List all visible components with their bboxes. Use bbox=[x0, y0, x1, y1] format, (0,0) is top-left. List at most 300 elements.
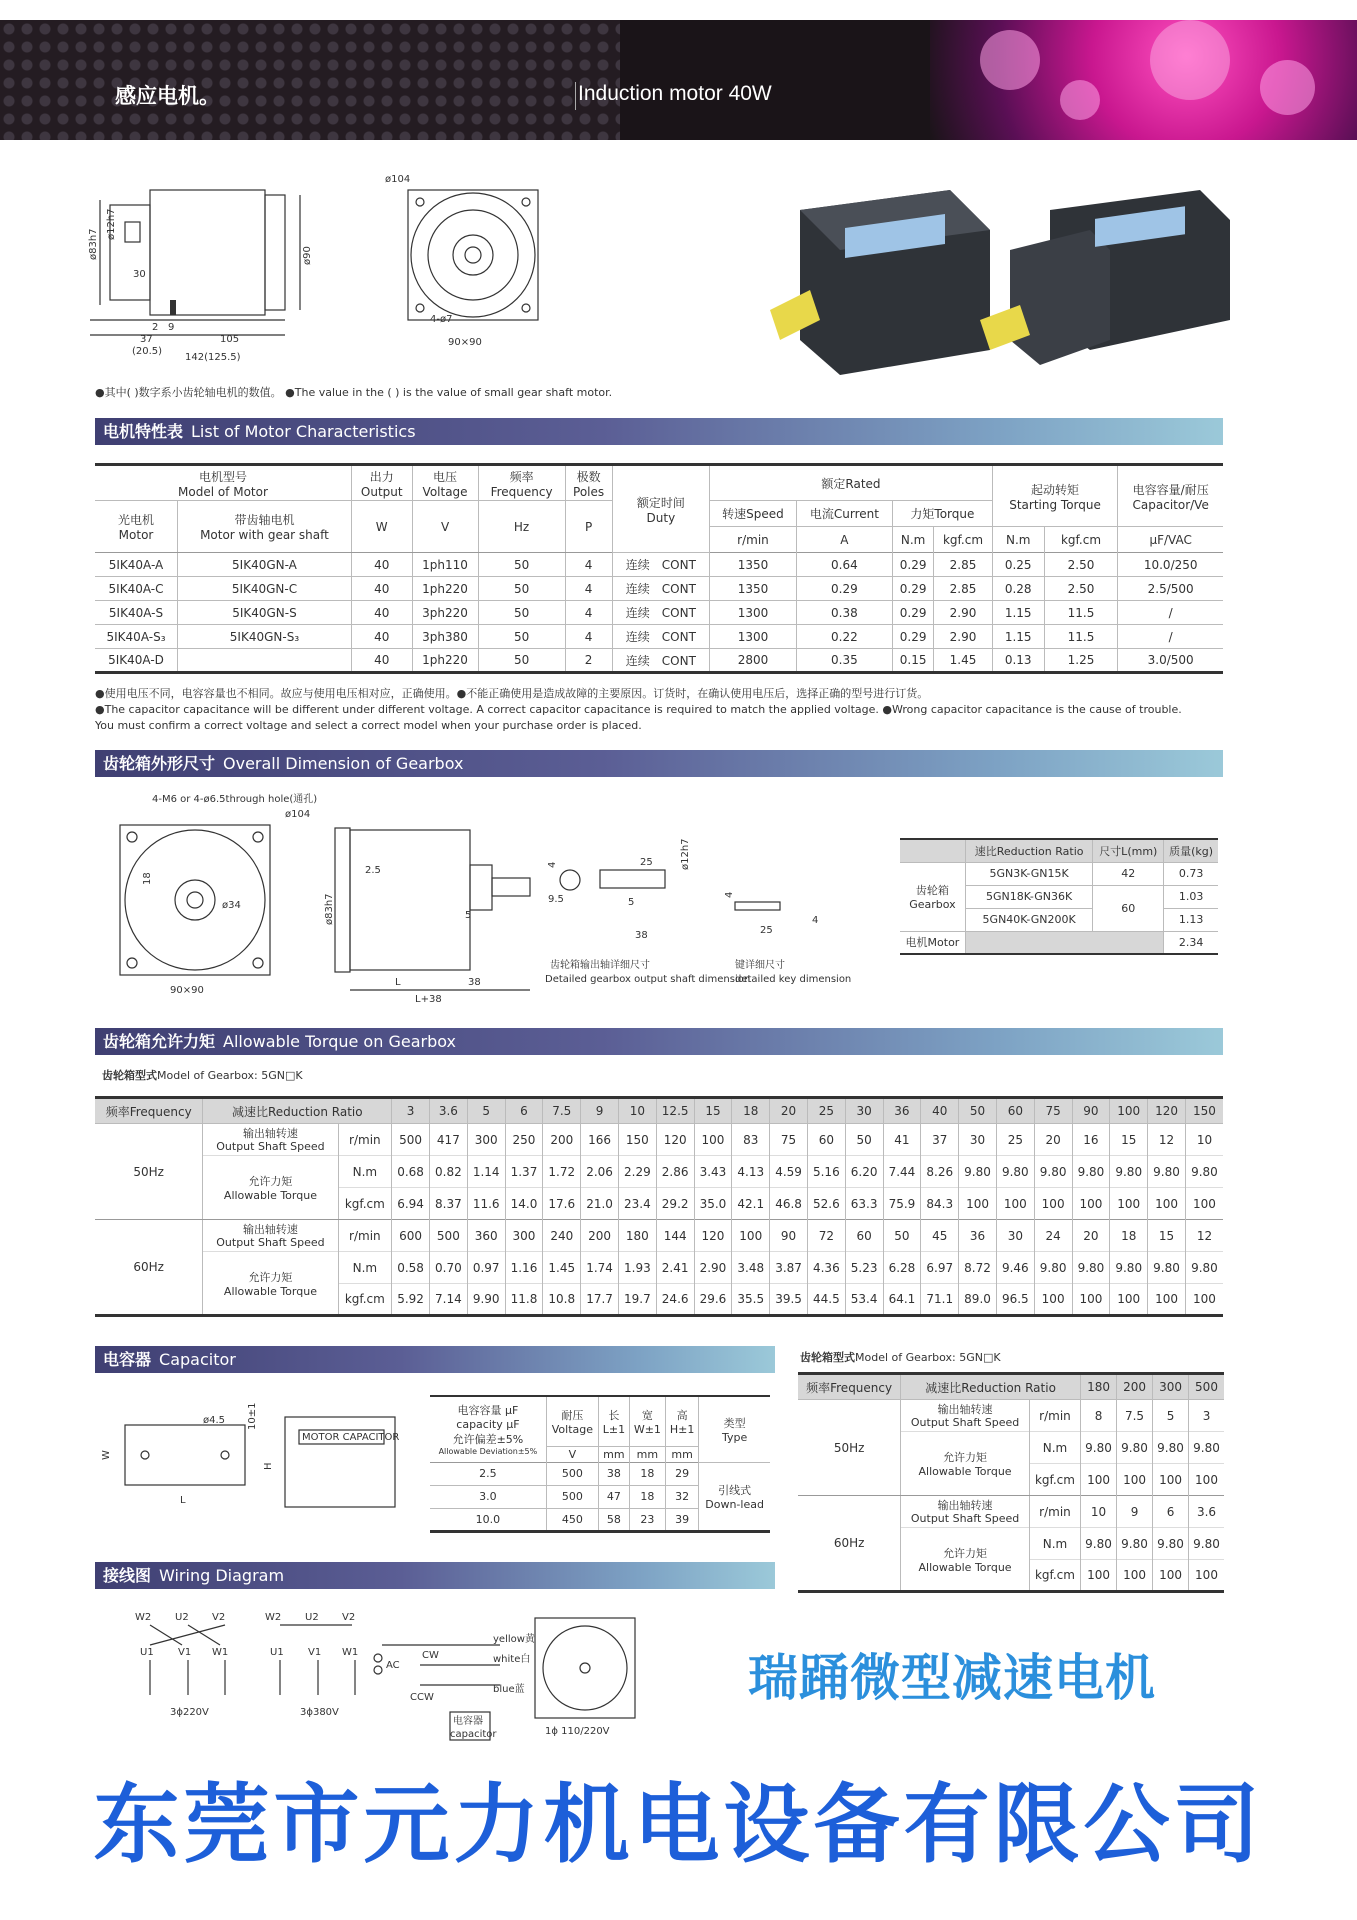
table-cell: 3ph220 bbox=[412, 601, 478, 625]
label-en: Output Shaft Speed bbox=[910, 1415, 1020, 1429]
table-cell: 15 bbox=[1148, 1220, 1186, 1252]
svg-text:Detailed gearbox output shaft: Detailed gearbox output shaft dimension bbox=[545, 974, 751, 985]
table-cell: 90 bbox=[1072, 1098, 1110, 1124]
table-cell: 连续 CONT bbox=[612, 577, 710, 601]
table-cell: 8.26 bbox=[921, 1156, 959, 1188]
svg-text:30: 30 bbox=[133, 269, 146, 280]
svg-text:90×90: 90×90 bbox=[448, 337, 482, 348]
table-cell: 0.58 bbox=[392, 1252, 430, 1284]
svg-text:2.5: 2.5 bbox=[365, 865, 381, 876]
table-cell: 41 bbox=[883, 1124, 921, 1156]
table-cell: 120 bbox=[1148, 1098, 1186, 1124]
table-cell: 9.80 bbox=[1153, 1528, 1189, 1560]
svg-text:ø90: ø90 bbox=[302, 246, 313, 265]
table-cell: 1.45 bbox=[543, 1252, 581, 1284]
svg-text:键详细尺寸: 键详细尺寸 bbox=[735, 960, 785, 971]
label-cn: 允许力矩 bbox=[248, 1175, 293, 1188]
table-cell: 50 bbox=[478, 649, 565, 673]
table-cell: 7.14 bbox=[429, 1284, 467, 1316]
table-cell: 14.0 bbox=[505, 1188, 543, 1220]
table-cell: 0.22 bbox=[796, 625, 892, 649]
table-cell: 11.8 bbox=[505, 1284, 543, 1316]
unit-cell: N.m bbox=[338, 1156, 392, 1188]
table-row bbox=[95, 577, 1223, 601]
table-cell: 24.6 bbox=[656, 1284, 694, 1316]
table-cell: 44.5 bbox=[807, 1284, 845, 1316]
table-cell: 5IK40A-C bbox=[95, 577, 178, 601]
table-cell: 100 bbox=[1148, 1284, 1186, 1316]
table-row bbox=[798, 1374, 1224, 1400]
table-cell: 2.06 bbox=[581, 1156, 619, 1188]
table-cell: 12.5 bbox=[656, 1098, 694, 1124]
table-cell: 29.6 bbox=[694, 1284, 732, 1316]
table-cell: 9.80 bbox=[1117, 1528, 1153, 1560]
table-cell: 240 bbox=[543, 1220, 581, 1252]
table-cell: 100 bbox=[694, 1124, 732, 1156]
svg-text:9: 9 bbox=[168, 322, 175, 333]
svg-text:ø4.5: ø4.5 bbox=[203, 1415, 226, 1426]
table-cell: 40 bbox=[351, 553, 412, 577]
svg-text:5: 5 bbox=[465, 910, 472, 921]
table-cell: 100 bbox=[1153, 1464, 1189, 1496]
table-cell: 9.80 bbox=[1110, 1156, 1148, 1188]
table-cell: 40 bbox=[351, 625, 412, 649]
header-cell: 频率Frequency bbox=[95, 1098, 203, 1124]
svg-text:AC: AC bbox=[386, 1660, 400, 1671]
unit-cell: r/min bbox=[338, 1220, 392, 1252]
table-cell: 11.5 bbox=[1044, 601, 1118, 625]
table-cell: 40 bbox=[351, 577, 412, 601]
table-cell: 8.72 bbox=[959, 1252, 997, 1284]
table-cell: 100 bbox=[1110, 1284, 1148, 1316]
table-cell: 53.4 bbox=[845, 1284, 883, 1316]
table-cell: 1ph220 bbox=[412, 577, 478, 601]
table-cell: 100 bbox=[1117, 1560, 1153, 1592]
table-row bbox=[95, 1124, 1223, 1156]
table-cell: 100 bbox=[1185, 1284, 1223, 1316]
svg-text:W2: W2 bbox=[265, 1612, 282, 1623]
svg-text:W1: W1 bbox=[212, 1647, 229, 1658]
table-cell: 4.36 bbox=[807, 1252, 845, 1284]
table-cell: / bbox=[1118, 625, 1223, 649]
table-cell: 9 bbox=[1117, 1496, 1153, 1528]
unit-cell: N.m bbox=[1029, 1432, 1080, 1464]
table-cell: 90 bbox=[770, 1220, 808, 1252]
table-cell: 9.90 bbox=[467, 1284, 505, 1316]
page-header bbox=[0, 0, 1357, 140]
table-cell: 46.8 bbox=[770, 1188, 808, 1220]
svg-text:ø83h7: ø83h7 bbox=[88, 228, 99, 260]
table-cell: 3.6 bbox=[1189, 1496, 1224, 1528]
table-cell: 150 bbox=[618, 1124, 656, 1156]
svg-text:CCW: CCW bbox=[410, 1692, 434, 1703]
table-cell: 30 bbox=[959, 1124, 997, 1156]
table-cell: 120 bbox=[694, 1220, 732, 1252]
gearbox-size-weight-table: 速比Reduction Ratio 尺寸L(mm) 质量(kg) 齿轮箱 Gearbox 5GN3K-GN15K 42 0.73 5GN18K-GN36K 60 1.03 5GN40K-GN200K 1.13 电机Motor 2.34 bbox=[900, 838, 1218, 955]
table-cell: 180 bbox=[1081, 1374, 1117, 1400]
table-cell: 4.13 bbox=[732, 1156, 770, 1188]
table-cell: 3.43 bbox=[694, 1156, 732, 1188]
label-en: Allowable Torque bbox=[918, 1560, 1012, 1574]
table-cell: 39.5 bbox=[770, 1284, 808, 1316]
table-cell: 3.48 bbox=[732, 1252, 770, 1284]
table-cell: 8.37 bbox=[429, 1188, 467, 1220]
table-cell: 64.1 bbox=[883, 1284, 921, 1316]
table-cell: 20 bbox=[770, 1098, 808, 1124]
table-cell: 5.92 bbox=[392, 1284, 430, 1316]
svg-text:W2: W2 bbox=[135, 1612, 152, 1623]
table-cell: 1.14 bbox=[467, 1156, 505, 1188]
table-cell: 6.97 bbox=[921, 1252, 959, 1284]
label-en: Allowable Torque bbox=[223, 1284, 317, 1298]
table-cell: 200 bbox=[1117, 1374, 1153, 1400]
svg-text:10±1: 10±1 bbox=[247, 1402, 258, 1430]
table-cell: 24 bbox=[1034, 1220, 1072, 1252]
table-cell: 5IK40A-S bbox=[95, 601, 178, 625]
section-bar-allowable-torque: 齿轮箱允许力矩 Allowable Torque on Gearbox bbox=[95, 1028, 1223, 1055]
label-cn: 输出轴转速 bbox=[242, 1126, 298, 1140]
table-cell: 6 bbox=[1153, 1496, 1189, 1528]
dot-pattern bbox=[0, 20, 620, 140]
svg-text:L+38: L+38 bbox=[415, 994, 442, 1005]
table-cell: 0.28 bbox=[992, 577, 1044, 601]
table-cell: 连续 CONT bbox=[612, 625, 710, 649]
svg-text:W1: W1 bbox=[342, 1647, 359, 1658]
table-cell: 150 bbox=[1185, 1098, 1223, 1124]
table-cell: 50 bbox=[478, 601, 565, 625]
label-cell bbox=[901, 1496, 1030, 1528]
svg-text:4: 4 bbox=[724, 891, 735, 898]
unit-cell: N.m bbox=[1029, 1528, 1080, 1560]
bubble-decoration bbox=[1150, 20, 1230, 100]
table-row bbox=[95, 601, 1223, 625]
table-cell: 9.80 bbox=[1153, 1432, 1189, 1464]
table-cell: 63.3 bbox=[845, 1188, 883, 1220]
table-cell: 60 bbox=[996, 1098, 1034, 1124]
label-en: Allowable Torque bbox=[918, 1465, 1012, 1478]
table-cell: 2.86 bbox=[656, 1156, 694, 1188]
table-cell: 2.50 bbox=[1044, 577, 1118, 601]
table-cell: 1350 bbox=[710, 553, 797, 577]
table-cell: 100 bbox=[1034, 1284, 1072, 1316]
table-cell: 3.87 bbox=[770, 1252, 808, 1284]
svg-text:齿轮箱输出轴详细尺寸: 齿轮箱输出轴详细尺寸 bbox=[550, 960, 650, 971]
table-cell: 89.0 bbox=[959, 1284, 997, 1316]
svg-text:37: 37 bbox=[140, 334, 153, 345]
table-cell: 连续 CONT bbox=[612, 601, 710, 625]
table-row bbox=[95, 1156, 1223, 1188]
table-cell: 5.23 bbox=[845, 1252, 883, 1284]
table-row bbox=[798, 1496, 1224, 1528]
table-cell: 600 bbox=[392, 1220, 430, 1252]
table-cell: 16 bbox=[1072, 1124, 1110, 1156]
svg-text:white白: white白 bbox=[493, 1654, 531, 1665]
table-cell: 5IK40GN-S₃ bbox=[178, 625, 352, 649]
table-cell: 40 bbox=[351, 649, 412, 673]
table-cell: 100 bbox=[1189, 1464, 1224, 1496]
table-cell: 10 bbox=[1081, 1496, 1117, 1528]
motor-photo-gearhead bbox=[980, 190, 1240, 390]
svg-text:yellow黄: yellow黄 bbox=[493, 1634, 535, 1645]
table-cell: 5.16 bbox=[807, 1156, 845, 1188]
table-cell: / bbox=[1118, 601, 1223, 625]
table-cell: 17.7 bbox=[581, 1284, 619, 1316]
table-cell: 9.80 bbox=[1185, 1252, 1223, 1284]
gearbox-dimension-drawing bbox=[110, 790, 860, 1010]
table-cell: 72 bbox=[807, 1220, 845, 1252]
svg-text:L: L bbox=[180, 1495, 186, 1506]
header-title-en: Induction motor 40W bbox=[578, 82, 772, 105]
table-cell: 0.35 bbox=[796, 649, 892, 673]
table-cell: 8 bbox=[1081, 1400, 1117, 1432]
table-cell: 500 bbox=[429, 1220, 467, 1252]
svg-text:U2: U2 bbox=[175, 1612, 189, 1623]
table-cell: 6.28 bbox=[883, 1252, 921, 1284]
table-cell: 0.68 bbox=[392, 1156, 430, 1188]
table-cell: 29.2 bbox=[656, 1188, 694, 1220]
header-cell: 减速比Reduction Ratio bbox=[901, 1374, 1081, 1400]
table-cell: 83 bbox=[732, 1124, 770, 1156]
table-cell: 100 bbox=[1072, 1284, 1110, 1316]
table-cell: 36 bbox=[883, 1098, 921, 1124]
table-cell: 84.3 bbox=[921, 1188, 959, 1220]
svg-text:MOTOR CAPACITOR: MOTOR CAPACITOR bbox=[302, 1432, 400, 1443]
table-cell: 360 bbox=[467, 1220, 505, 1252]
table-cell: 2.90 bbox=[934, 601, 993, 625]
label-cell bbox=[901, 1400, 1030, 1432]
bubble-decoration bbox=[980, 30, 1040, 90]
table-cell: 75.9 bbox=[883, 1188, 921, 1220]
svg-text:(20.5): (20.5) bbox=[132, 346, 163, 357]
table-cell: 100 bbox=[1034, 1188, 1072, 1220]
table-cell: 0.64 bbox=[796, 553, 892, 577]
svg-text:ø12h7: ø12h7 bbox=[106, 208, 117, 240]
table-cell: 9 bbox=[581, 1098, 619, 1124]
table-cell: 50 bbox=[478, 577, 565, 601]
table-cell: 21.0 bbox=[581, 1188, 619, 1220]
table-cell: 4.59 bbox=[770, 1156, 808, 1188]
motor-dimension-drawing bbox=[90, 170, 550, 370]
table-cell: 0.97 bbox=[467, 1252, 505, 1284]
table-cell: 5IK40A-A bbox=[95, 553, 178, 577]
table-cell: 0.29 bbox=[893, 577, 934, 601]
table-row bbox=[95, 1252, 1223, 1284]
table-cell: 3.6 bbox=[429, 1098, 467, 1124]
frequency-cell: 50Hz bbox=[798, 1400, 901, 1496]
table-cell: 1.16 bbox=[505, 1252, 543, 1284]
table-cell: 300 bbox=[1153, 1374, 1189, 1400]
table-row bbox=[95, 1220, 1223, 1252]
table-cell: 40 bbox=[351, 601, 412, 625]
table-cell: 1.93 bbox=[618, 1252, 656, 1284]
table-cell: 1300 bbox=[710, 625, 797, 649]
table-cell: 0.15 bbox=[893, 649, 934, 673]
bubble-decoration bbox=[1060, 80, 1100, 120]
header-cell: 频率Frequency bbox=[798, 1374, 901, 1400]
table-cell: 40 bbox=[921, 1098, 959, 1124]
table-cell: 35.5 bbox=[732, 1284, 770, 1316]
table-cell: 18 bbox=[1110, 1220, 1148, 1252]
table-cell: 25 bbox=[996, 1124, 1034, 1156]
table-cell: 10 bbox=[618, 1098, 656, 1124]
section-bar-characteristics: 电机特性表 List of Motor Characteristics bbox=[95, 418, 1223, 445]
torque-table-main bbox=[95, 1096, 1223, 1317]
capacitor-drawing bbox=[95, 1402, 415, 1515]
table-cell: 100 bbox=[1153, 1560, 1189, 1592]
table-cell: 100 bbox=[1189, 1560, 1224, 1592]
table-cell: 0.38 bbox=[796, 601, 892, 625]
table-cell: 6.20 bbox=[845, 1156, 883, 1188]
table-cell: 0.82 bbox=[429, 1156, 467, 1188]
table-cell: 300 bbox=[467, 1124, 505, 1156]
table-cell: 15 bbox=[694, 1098, 732, 1124]
svg-text:142(125.5): 142(125.5) bbox=[185, 352, 241, 363]
table-cell: 0.70 bbox=[429, 1252, 467, 1284]
table-cell: 9.80 bbox=[1189, 1528, 1224, 1560]
company-name: 东莞市元力机电设备有限公司 bbox=[93, 1775, 1264, 1875]
table-cell: 5 bbox=[467, 1098, 505, 1124]
table-cell: 3 bbox=[392, 1098, 430, 1124]
svg-text:V2: V2 bbox=[342, 1612, 356, 1623]
svg-text:capacitor: capacitor bbox=[450, 1729, 497, 1740]
label-cell bbox=[203, 1156, 338, 1220]
table-cell: 100 bbox=[1072, 1188, 1110, 1220]
frequency-cell: 60Hz bbox=[95, 1220, 203, 1316]
table-cell: 5IK40GN-S bbox=[178, 601, 352, 625]
table-cell: 1350 bbox=[710, 577, 797, 601]
label-cn: 允许力矩 bbox=[248, 1270, 293, 1284]
svg-text:CW: CW bbox=[422, 1650, 439, 1661]
svg-text:W: W bbox=[101, 1450, 112, 1460]
table-cell: 1.74 bbox=[581, 1252, 619, 1284]
svg-text:ø12h7: ø12h7 bbox=[680, 838, 691, 870]
table-cell: 6 bbox=[505, 1098, 543, 1124]
table-cell: 10 bbox=[1185, 1124, 1223, 1156]
table-cell: 1ph220 bbox=[412, 649, 478, 673]
section-bar-wiring: 接线图 Wiring Diagram bbox=[95, 1562, 775, 1589]
table-cell: 60 bbox=[807, 1124, 845, 1156]
table-cell: 9.80 bbox=[1072, 1156, 1110, 1188]
label-cell bbox=[203, 1220, 338, 1252]
table-cell: 0.29 bbox=[893, 625, 934, 649]
table-cell: 71.1 bbox=[921, 1284, 959, 1316]
table-cell: 1.72 bbox=[543, 1156, 581, 1188]
svg-text:ø83h7: ø83h7 bbox=[324, 893, 335, 925]
unit-cell: kgf.cm bbox=[338, 1188, 392, 1220]
table-cell: 9.80 bbox=[996, 1156, 1034, 1188]
svg-text:5: 5 bbox=[628, 897, 635, 908]
svg-text:4-M6 or 4-ø6.5through hole(通孔): 4-M6 or 4-ø6.5through hole(通孔) bbox=[152, 794, 318, 805]
svg-text:H: H bbox=[263, 1462, 274, 1470]
table-cell: 连续 CONT bbox=[612, 649, 710, 673]
label-cn: 输出轴转速 bbox=[937, 1402, 993, 1416]
table-cell: 2.29 bbox=[618, 1156, 656, 1188]
table-cell: 5IK40A-S₃ bbox=[95, 625, 178, 649]
label-en: Allowable Torque bbox=[223, 1189, 317, 1202]
torque1-model: 齿轮箱型式Model of Gearbox: 5GN□K bbox=[102, 1069, 303, 1082]
table-cell: 180 bbox=[618, 1220, 656, 1252]
svg-text:电容器: 电容器 bbox=[453, 1716, 483, 1727]
svg-text:V1: V1 bbox=[308, 1647, 322, 1658]
characteristics-table: 电机型号 Model of Motor 出力 Output 电压 Voltage 频率 Frequency 极数 Poles 额定时间 Duty 额定Rated 起动转矩 Starting Torque 电容容量/耐压 Capacitor/Ve 光电机 Motor 带齿轴电机 Motor with gear shaft W V Hz P 转速Speed 电流Current 力矩Torque r/min A N.m kgf.cm N.m kgf.cm μF/VAC 5IK40A-A 5IK40GN-A 40 1ph110 50 4 连续 CONT 1350 0.64 0.29 2.85 0.25 2.50 10.0/250 5IK40A-C 5IK40GN-C 40 1ph220 50 4 连续 CONT 1350 0.29 0.29 2.85 0.28 2.50 2.5/500 5IK40A-S 5IK40GN-S 40 3ph220 50 4 连续 CONT 1300 0.38 0.29 2.90 1.15 11.5 / 5IK40A-S₃ 5IK40GN-S₃ 40 3ph380 50 4 连续 CONT 1300 0.22 0.29 2.90 1.15 11.5 / 5IK40A-D 40 1ph220 50 2 连续 CONT 2800 0.35 0.15 1.45 0.13 1.25 3.0/500 bbox=[95, 463, 1223, 674]
table-cell: 75 bbox=[1034, 1098, 1072, 1124]
top-note: ●其中( )数字系小齿轮轴电机的数值。 ●The value in the ( ) is the value of small gear shaft motor. bbox=[95, 386, 613, 399]
svg-text:ø34: ø34 bbox=[222, 900, 241, 911]
table-cell: 52.6 bbox=[807, 1188, 845, 1220]
label-cn: 输出轴转速 bbox=[937, 1498, 993, 1512]
svg-text:detailed key dimension: detailed key dimension bbox=[735, 974, 852, 985]
table-cell: 2 bbox=[565, 649, 612, 673]
bubble-decoration bbox=[1260, 60, 1315, 115]
table-cell: 50 bbox=[959, 1098, 997, 1124]
table-cell: 5IK40A-D bbox=[95, 649, 178, 673]
table-cell: 100 bbox=[732, 1220, 770, 1252]
table-cell: 36 bbox=[959, 1220, 997, 1252]
label-cell bbox=[203, 1124, 338, 1156]
table-cell: 100 bbox=[959, 1188, 997, 1220]
table-cell: 7.5 bbox=[543, 1098, 581, 1124]
table-cell: 100 bbox=[1081, 1560, 1117, 1592]
label-cn: 允许力矩 bbox=[943, 1546, 988, 1560]
table-cell: 100 bbox=[1148, 1188, 1186, 1220]
label-cell bbox=[203, 1252, 338, 1316]
table-cell: 3.0/500 bbox=[1118, 649, 1223, 673]
svg-text:ø104: ø104 bbox=[385, 174, 411, 185]
table-cell: 37 bbox=[921, 1124, 959, 1156]
table-cell: 50 bbox=[478, 553, 565, 577]
table-cell: 45 bbox=[921, 1220, 959, 1252]
svg-text:L: L bbox=[395, 977, 401, 988]
table-cell: 2.41 bbox=[656, 1252, 694, 1284]
table-cell: 12 bbox=[1185, 1220, 1223, 1252]
torque2-model: 齿轮箱型式Model of Gearbox: 5GN□K bbox=[800, 1351, 1001, 1364]
section-bar-capacitor: 电容器 Capacitor bbox=[95, 1346, 775, 1373]
table-cell: 10.0/250 bbox=[1118, 553, 1223, 577]
table-cell: 20 bbox=[1034, 1124, 1072, 1156]
svg-text:90×90: 90×90 bbox=[170, 985, 204, 996]
table-cell: 5IK40GN-A bbox=[178, 553, 352, 577]
label-cell bbox=[901, 1528, 1030, 1592]
svg-text:3ϕ380V: 3ϕ380V bbox=[300, 1707, 339, 1718]
table-cell: 17.6 bbox=[543, 1188, 581, 1220]
table-cell: 100 bbox=[996, 1188, 1034, 1220]
table-cell: 9.80 bbox=[1081, 1432, 1117, 1464]
unit-cell: r/min bbox=[1029, 1496, 1080, 1528]
table-cell: 100 bbox=[1110, 1098, 1148, 1124]
frequency-cell: 50Hz bbox=[95, 1124, 203, 1220]
table-cell: 5 bbox=[1153, 1400, 1189, 1432]
table-cell: 2.85 bbox=[934, 577, 993, 601]
svg-text:U1: U1 bbox=[270, 1647, 284, 1658]
table-cell: 9.80 bbox=[1117, 1432, 1153, 1464]
svg-text:4: 4 bbox=[547, 861, 558, 868]
wiring-diagram bbox=[120, 1600, 660, 1750]
table-cell: 1.37 bbox=[505, 1156, 543, 1188]
table-cell: 11.6 bbox=[467, 1188, 505, 1220]
unit-cell: kgf.cm bbox=[1029, 1560, 1080, 1592]
characteristics-notes: ●使用电压不同，电容容量也不相同。故应与使用电压相对应，正确使用。●不能正确使用是造成故障的主要原因。订货时，在确认使用电压后，选择正确的型号进行订货。 ●The capacitor capacitance will be different under different voltage. A correct capacitor capacitance is required to match the applied voltage. ●Wrong capacitor capacitance is the cause of trouble. You must confirm a correct voltage and select a correct model when your purchase order is placed. bbox=[95, 687, 1182, 732]
table-cell: 9.80 bbox=[1072, 1252, 1110, 1284]
table-cell: 20 bbox=[1072, 1220, 1110, 1252]
table-cell: 2.90 bbox=[934, 625, 993, 649]
table-cell: 30 bbox=[996, 1220, 1034, 1252]
svg-text:U2: U2 bbox=[305, 1612, 319, 1623]
table-cell: 9.80 bbox=[959, 1156, 997, 1188]
svg-text:4-ø7: 4-ø7 bbox=[430, 314, 453, 325]
table-cell: 1.45 bbox=[934, 649, 993, 673]
table-cell: 23.4 bbox=[618, 1188, 656, 1220]
table-cell: 3ph380 bbox=[412, 625, 478, 649]
